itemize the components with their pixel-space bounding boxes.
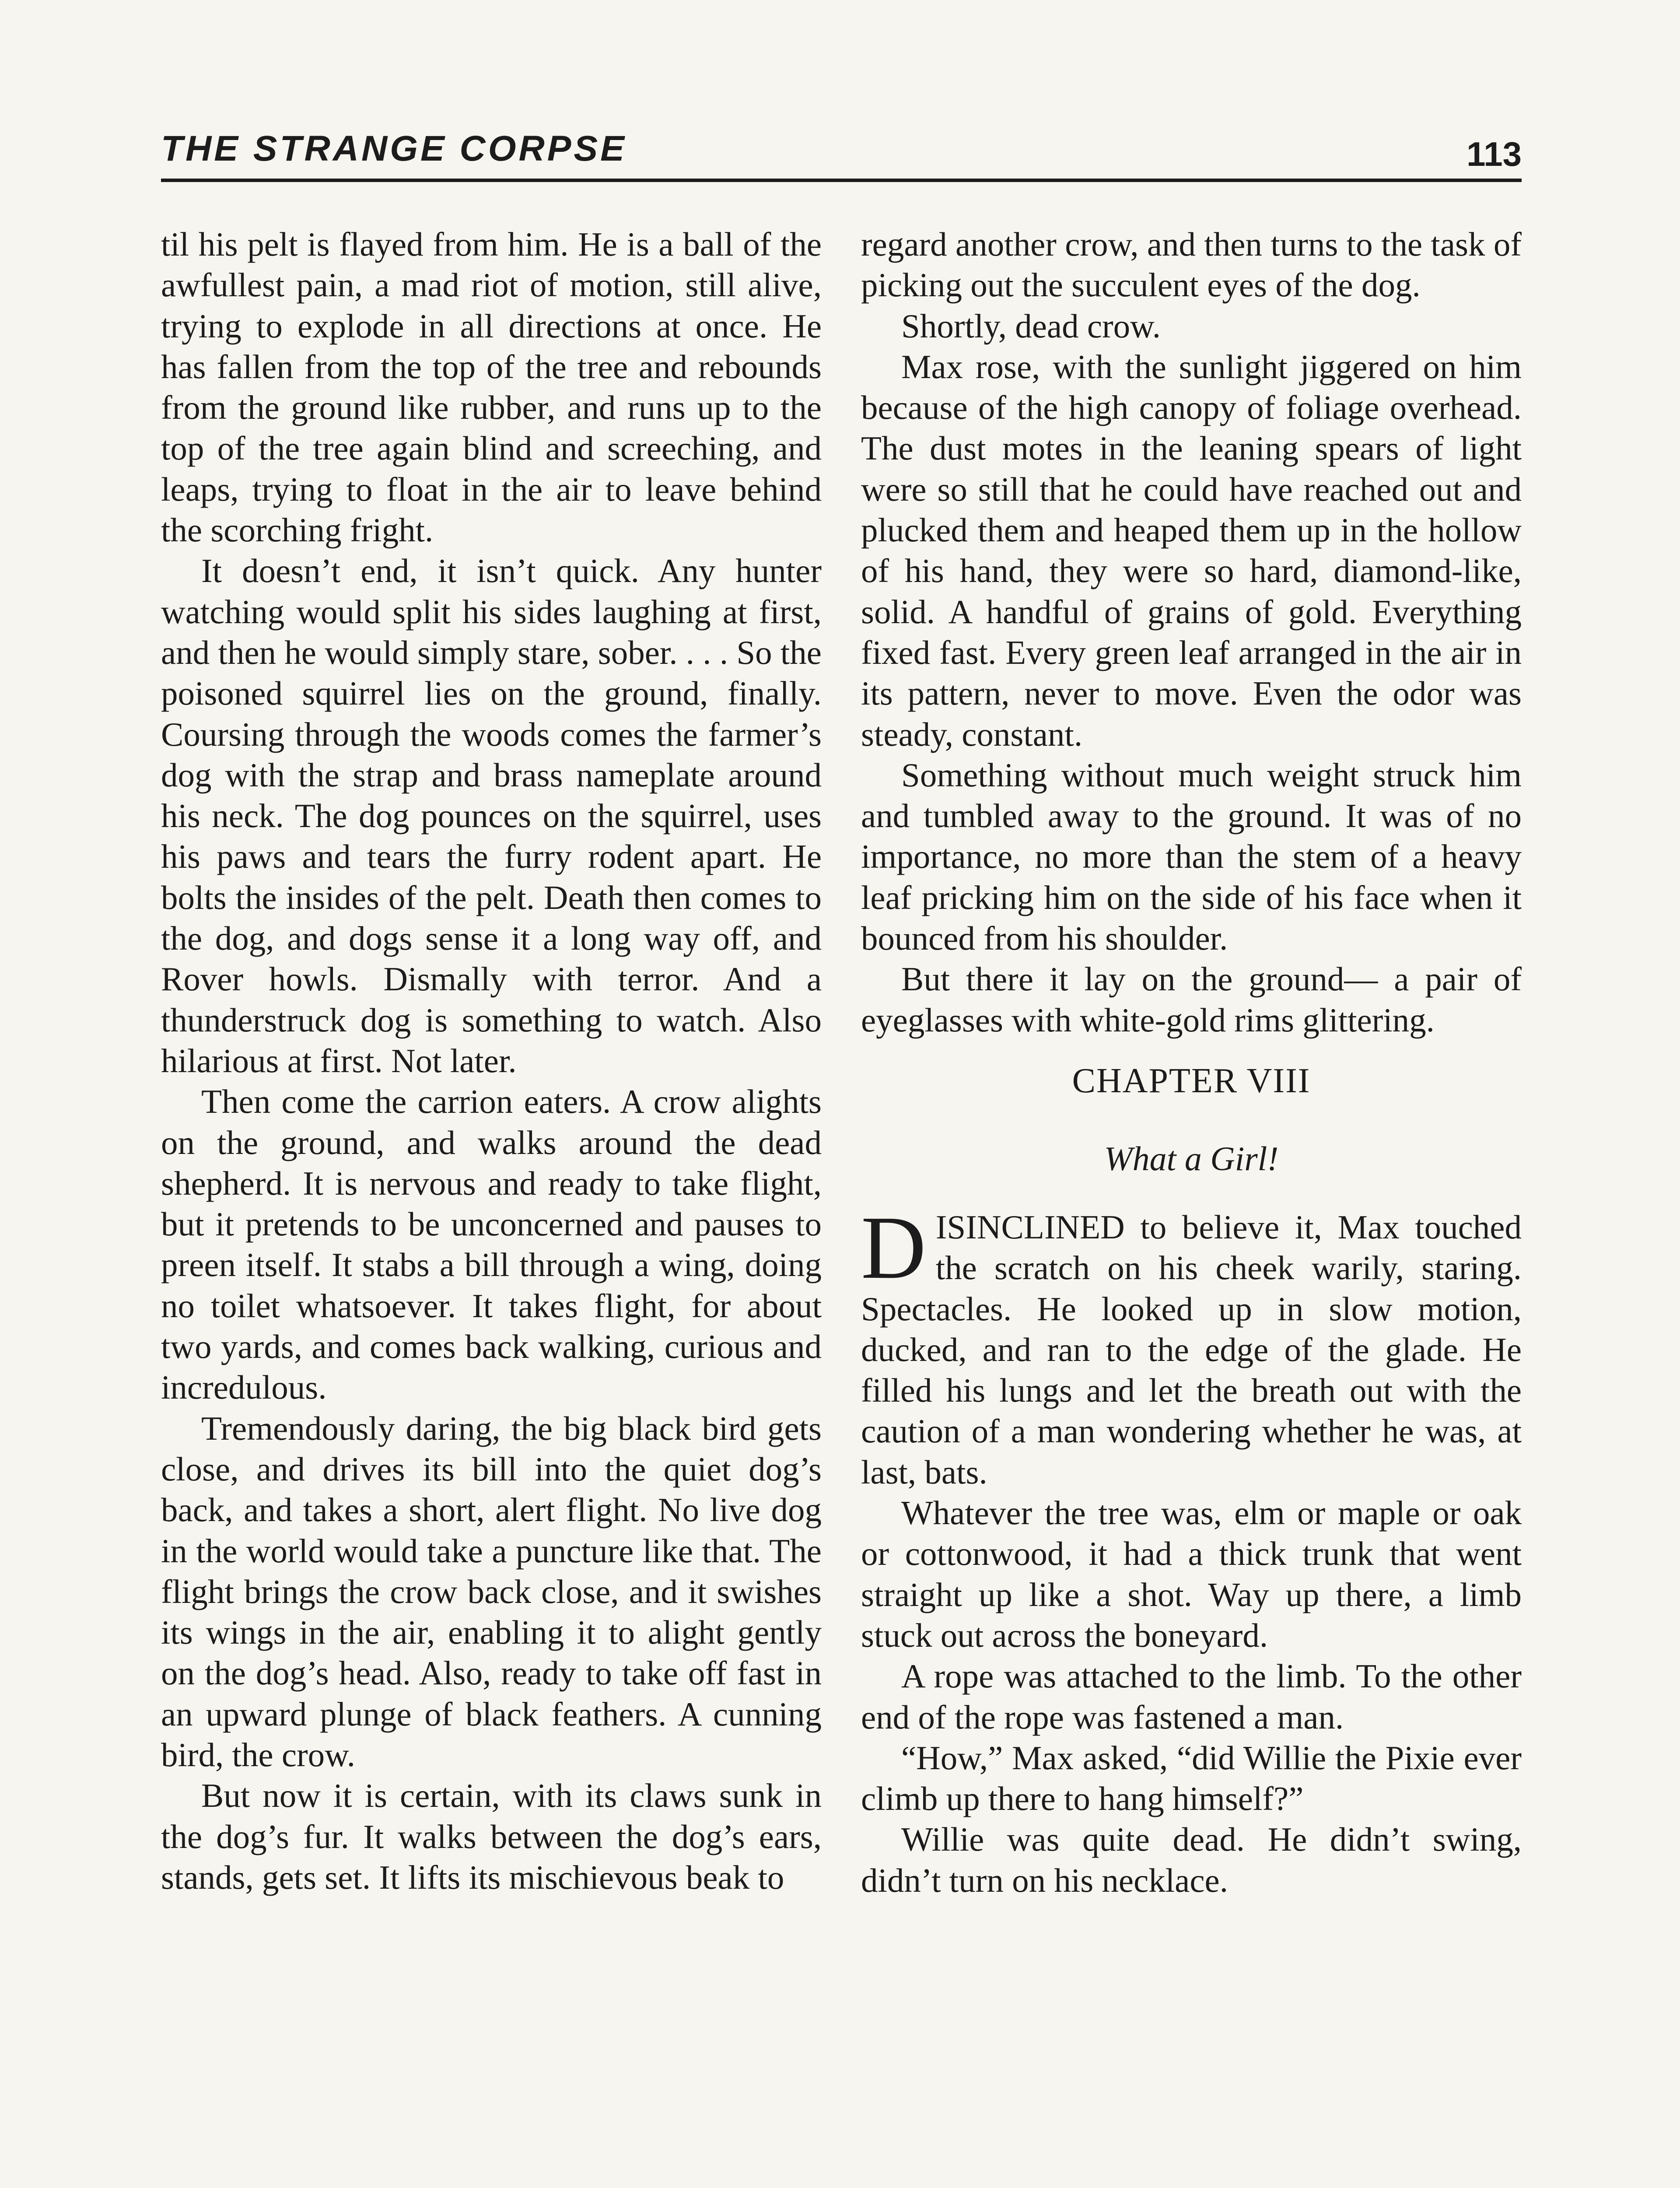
chapter-heading: CHAPTER VIII xyxy=(1072,1061,1311,1100)
chapter-subtitle: What a Girl! xyxy=(1104,1139,1279,1178)
paragraph: A rope was attached to the limb. To the other end of the rope was fastened a man. xyxy=(861,1657,1522,1736)
paragraph: Whatever the tree was, elm or maple or oak or cottonwood, it had a thick trunk that went straight up like a shot. Way up there, a limb stuck out across the boneyard. xyxy=(861,1494,1522,1654)
paragraph: Tremendously daring, the big black bird gets close, and drives its bill into the quiet dog’s back, and takes a short, alert flight. No live dog in the world would take a puncture like that. The flight brings the crow back close, and it swishes its wings in the air, enabling it to alight gently on the dog’s head. Also, ready to take off fast in an upward plunge of black feathers. A cunning bird, the crow. xyxy=(161,1409,822,1774)
paragraph: Something without much weight struck him and tumbled away to the ground. It was of no importance, no more than the stem of a heavy leaf pricking him on the side of his face when it bounced from his shoulder. xyxy=(861,756,1522,957)
paragraph: But there it lay on the ground— a pair of eyeglasses with white-gold rims glittering. xyxy=(861,960,1522,1039)
left-column xyxy=(161,224,822,1898)
paragraph: Max rose, with the sunlight jiggered on him because of the high canopy of foliage overhead. The dust motes in the leaning spears of light were so still that he could have reached out and plucked them and heaped them up in the hollow of his hand, they were so hard, diamond-like, solid. A handful of grains of gold. Everything fixed fast. Every green leaf arranged in the air in its pattern, never to move. Even the odor was steady, constant. xyxy=(861,347,1522,753)
paragraph: “How,” Max asked, “did Willie the Pixie ever climb up there to hang himself?” xyxy=(861,1739,1522,1818)
page-number: 113 xyxy=(1466,135,1522,173)
paragraph: til his pelt is flayed from him. He is a ball of the awfullest pain, a mad riot of motion, still alive, trying to explode in all directions at once. He has fallen from the top of the tree and rebounds from the ground like rubber, and runs up to the top of the tree again blind and screeching, and leaps, trying to float in the air to leave behind the scorching fright. xyxy=(161,225,822,549)
opening-text: ISINCLINED to believe it, Max touched the scratch on his cheek warily, staring. Spectacles. He looked up in slow motion, ducked, and ran to the edge of the glade. He filled his lungs and let the breath out with the caution of a man wondering whether he was, at last, bats. xyxy=(861,1208,1522,1491)
drop-cap: D xyxy=(861,1197,926,1297)
paragraph: But now it is certain, with its claws sunk in the dog’s fur. It walks between the dog’s ears, stands, gets set. It lifts its mischievous beak to xyxy=(161,1777,822,1896)
paragraph: Then come the carrion eaters. A crow alights on the ground, and walks around the dead shepherd. It is nervous and ready to take flight, but it pretends to be unconcerned and pauses to preen itself. It stabs a bill through a wing, doing no toilet whatsoever. It takes flight, for about two yards, and comes back walking, curious and incredulous. xyxy=(161,1083,822,1406)
running-head-title: THE STRANGE CORPSE xyxy=(161,129,627,168)
header-rule xyxy=(161,179,1522,182)
running-head xyxy=(161,127,1522,179)
chapter-opening-paragraph xyxy=(861,1197,1522,1493)
paragraph: regard another crow, and then turns to the task of picking out the succulent eyes of the dog. xyxy=(861,225,1522,304)
paragraph: Willie was quite dead. He didn’t swing, didn’t turn on his necklace. xyxy=(861,1820,1522,1899)
right-column xyxy=(861,224,1522,1901)
paragraph: It doesn’t end, it isn’t quick. Any hunter watching would split his sides laughing at first, and then he would simply stare, sober. . . . So the poisoned squirrel lies on the ground, finally. Coursing through the woods comes the farmer’s dog with the strap and brass nameplate around his neck. The dog pounces on the squirrel, uses his paws and tears the furry rodent apart. He bolts the insides of the pelt. Death then comes to the dog, and dogs sense it a long way off, and Rover howls. Dismally with terror. And a thunderstruck dog is something to watch. Also hilarious at first. Not later. xyxy=(161,552,822,1080)
paragraph: Shortly, dead crow. xyxy=(901,307,1161,345)
